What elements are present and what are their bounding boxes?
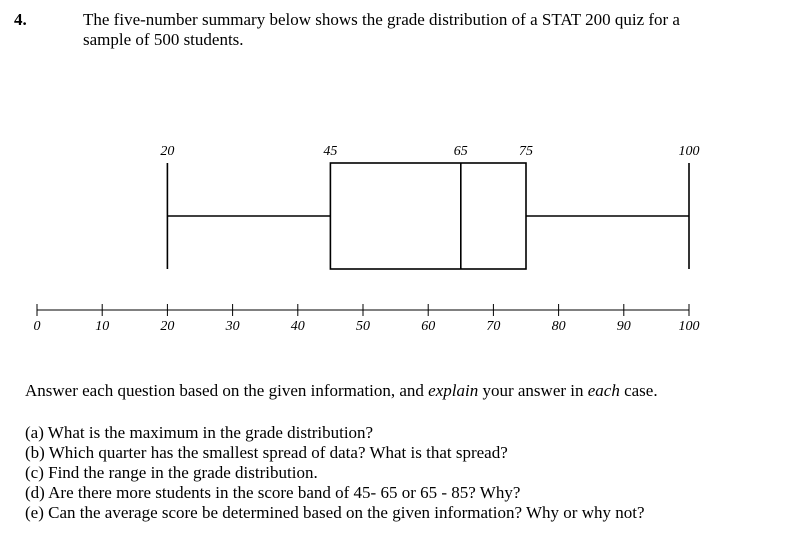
axis-tick-label-90: 90 xyxy=(616,319,631,334)
iqr-box xyxy=(330,163,526,269)
instruction-em-explain: explain xyxy=(428,381,479,400)
question-list xyxy=(25,423,645,523)
axis-tick-label-50: 50 xyxy=(356,319,370,334)
instruction-text xyxy=(25,381,658,401)
axis-tick-label-80: 80 xyxy=(551,319,566,334)
box-label-median: 65 xyxy=(453,144,468,159)
box-label-max: 100 xyxy=(678,144,700,159)
instruction-post: case. xyxy=(619,381,658,400)
axis-tick-label-0: 0 xyxy=(33,319,41,334)
question-number: 4. xyxy=(14,10,27,29)
box-label-q3: 75 xyxy=(519,144,533,159)
axis-tick-label-60: 60 xyxy=(421,319,436,334)
problem-prompt: The five-number summary below shows the grade distribution of a STAT 200 quiz for a sample of 500 students. xyxy=(83,10,680,49)
question-e: (e) Can the average score be determined based on the given information? Why or why not? xyxy=(25,503,645,522)
axis-tick-label-20: 20 xyxy=(160,319,175,334)
axis-tick-label-30: 30 xyxy=(225,319,240,334)
axis-tick-label-10: 10 xyxy=(95,319,110,334)
instruction-mid: your answer in xyxy=(478,381,588,400)
axis-tick-label-100: 100 xyxy=(678,319,700,334)
question-b: (b) Which quarter has the smallest spread of data? What is that spread? xyxy=(25,443,508,462)
instruction-em-each: each xyxy=(587,381,620,400)
question-d: (d) Are there more students in the score band of 45- 65 or 65 - 85? Why? xyxy=(25,483,521,502)
boxplot xyxy=(160,144,699,269)
instruction-pre: Answer each question based on the given information, and xyxy=(25,381,429,400)
number-line-axis xyxy=(34,304,700,334)
axis-tick-label-70: 70 xyxy=(486,319,501,334)
question-a: (a) What is the maximum in the grade distribution? xyxy=(25,423,374,442)
axis-tick-label-40: 40 xyxy=(290,319,305,334)
box-label-q1: 45 xyxy=(323,144,338,159)
question-c: (c) Find the range in the grade distribution. xyxy=(25,463,318,482)
box-label-min: 20 xyxy=(160,144,175,159)
